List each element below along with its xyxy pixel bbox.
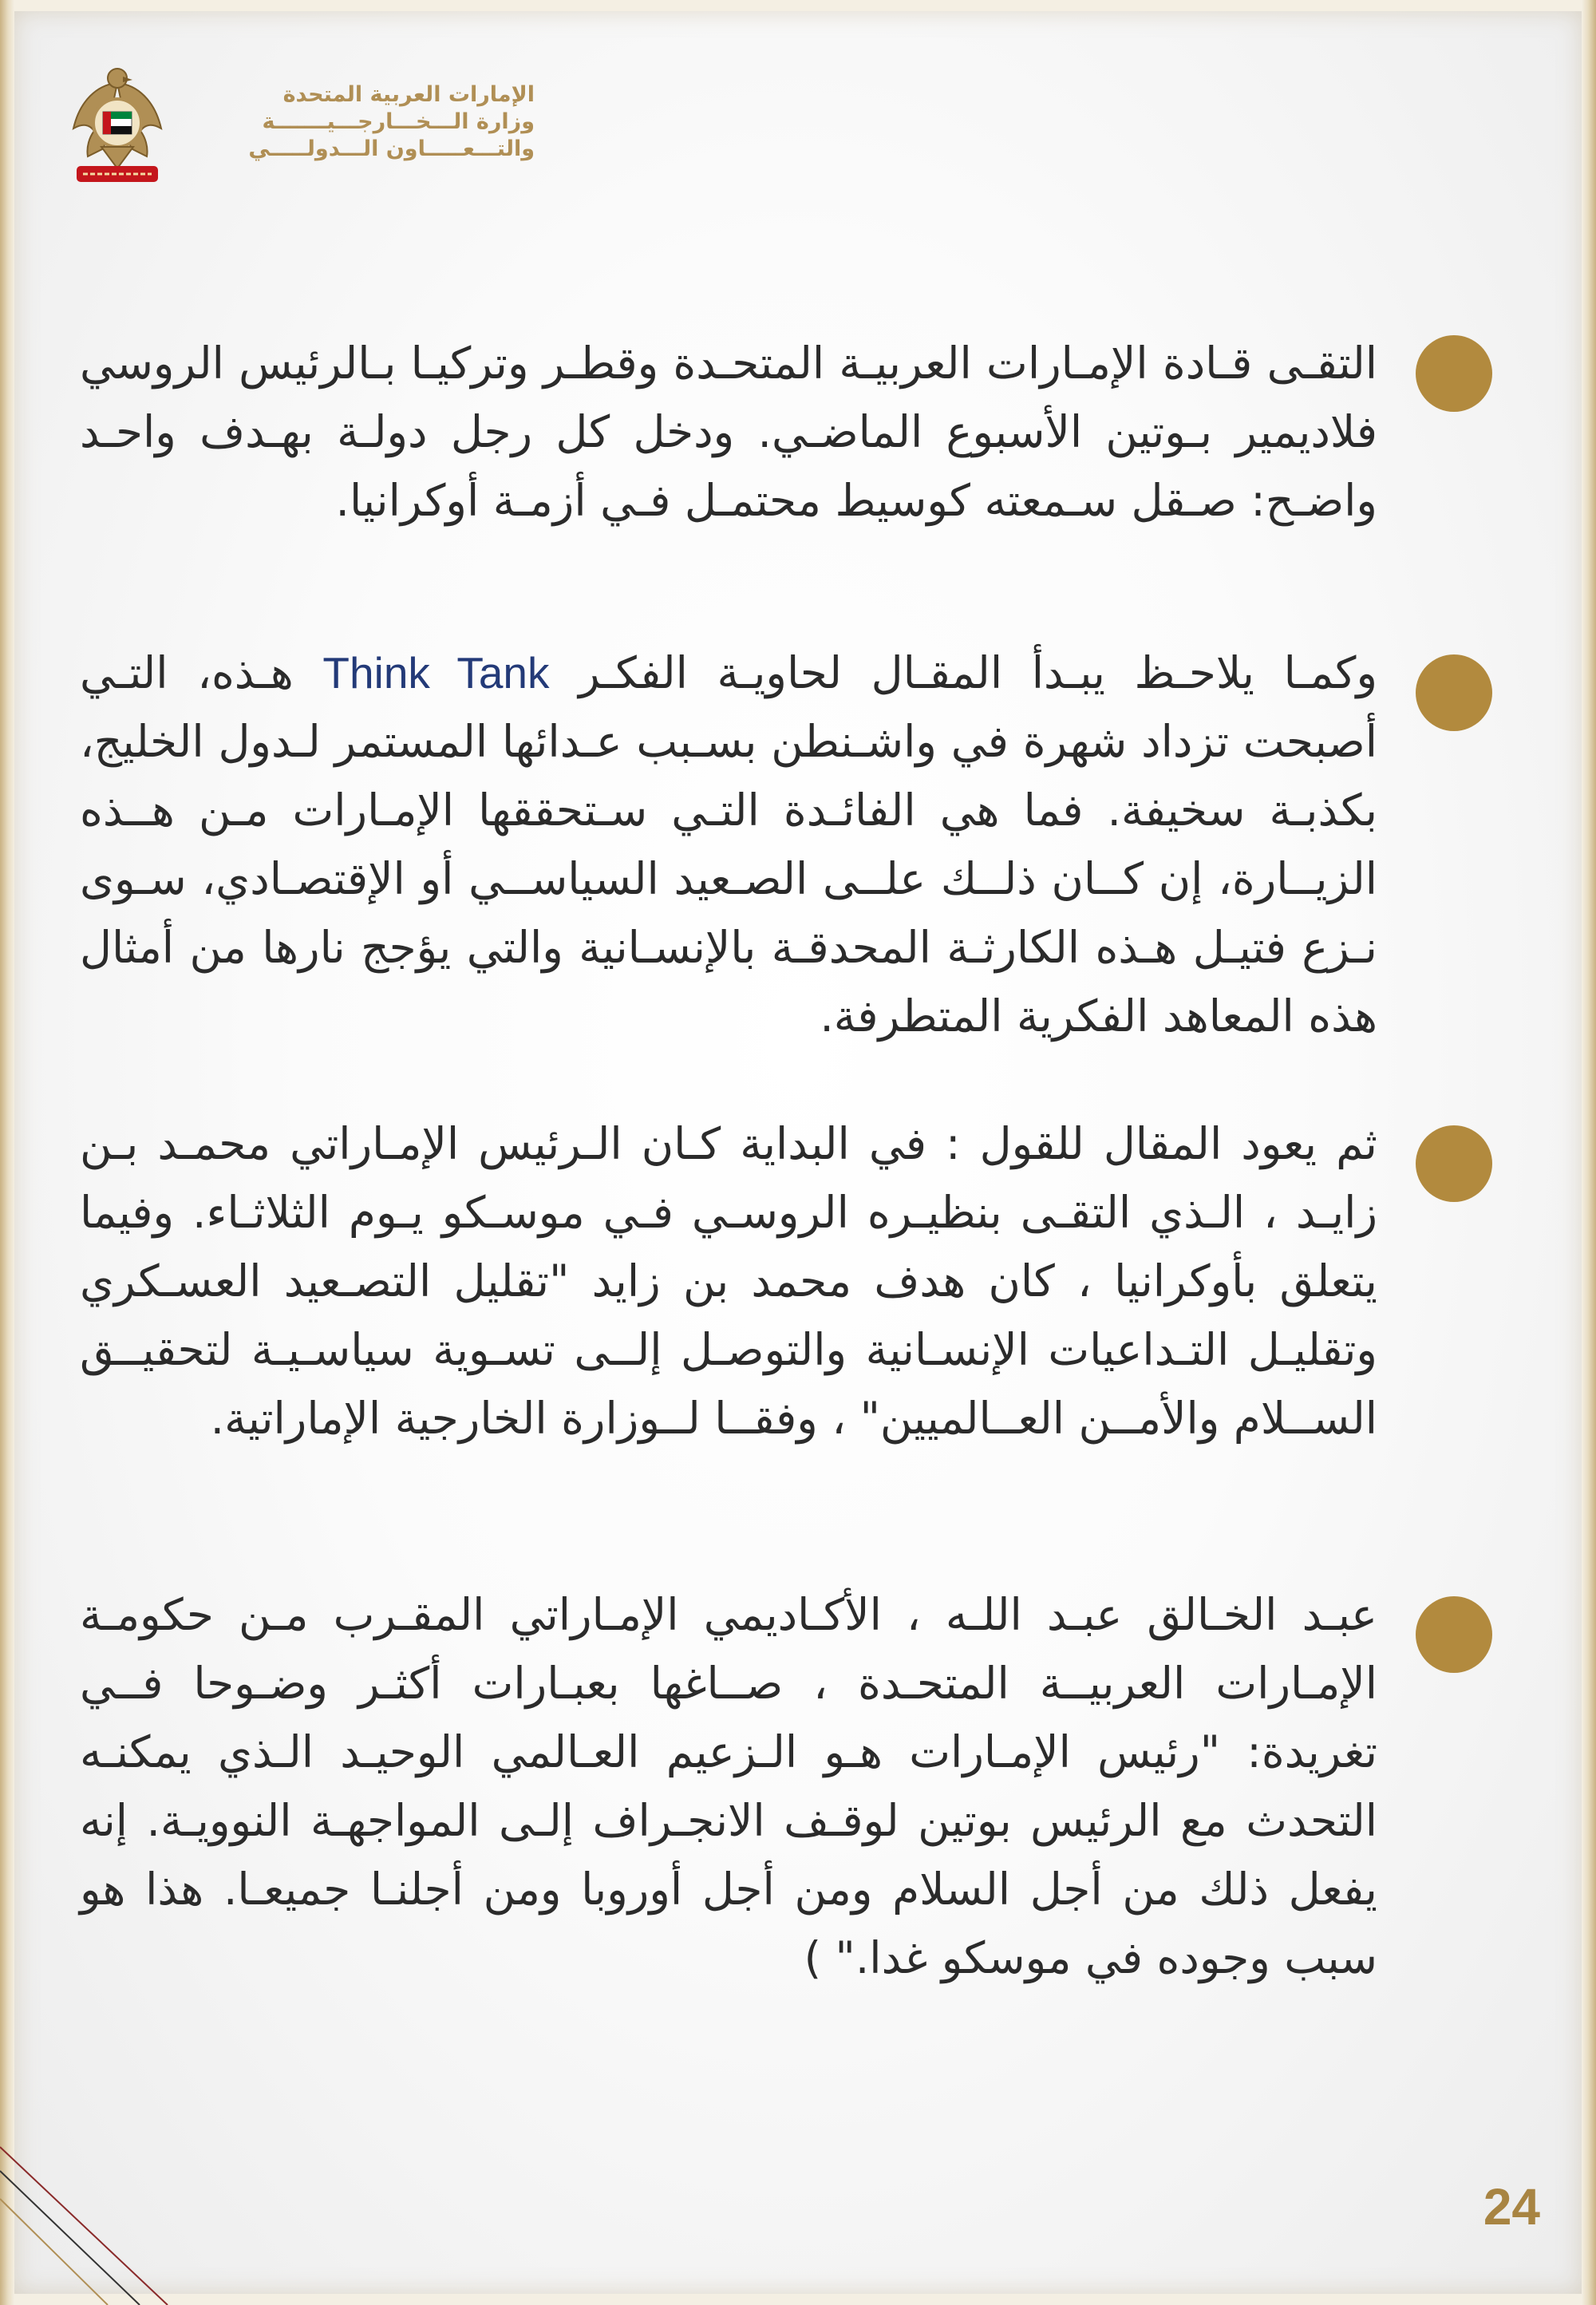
page-number: 24	[1483, 2178, 1540, 2236]
ministry-name	[184, 81, 535, 163]
paragraph-2	[80, 639, 1377, 1050]
paragraph-2-start: وكمـا يلاحـظ يبـدأ المقـال لحاويـة الفكـر	[579, 647, 1378, 698]
ministry-line-3: والتـــعـــــاون الـــدولـــــي	[248, 136, 535, 161]
bullet-dot-icon	[1416, 1596, 1492, 1673]
bullet-dot-icon	[1416, 335, 1492, 412]
ministry-line-2: وزارة الـــخـــارجـــيـــــــة	[262, 109, 535, 134]
paragraph-2-end: هـذه، التـي أصبحت تزداد شهرة في واشـنطن بسـبب عـدائها المستمر لـدول الخليج، بكذبـة سخيفة. فما هي الفائـدة التـي سـتحققها الإمـارات مـن هــذه الزيــارة، إن كــان ذلــك علــى الصـعيد السياســي أو الإقتصـادي، سـوى نـزع فتيـل هـذه الكارثـة المحدقـة بالإنسـانية والتي يؤجج نارها من أمثال هذه المعاهد الفكرية المتطرفة.	[80, 647, 1377, 1042]
corner-decoration	[0, 2139, 207, 2305]
paragraph-1: التقـى قـادة الإمـارات العربيـة المتحـدة وقطـر وتركيـا بـالرئيس الروسي فلاديمير بـوتين الأسبوع الماضـي. ودخل كل رجل دولـة بهـدف واحـد واضـح: صـقل سـمعته كوسيط محتمـل فـي أزمـة أوكرانيا.	[80, 338, 1377, 526]
uae-emblem-icon	[65, 61, 169, 188]
paragraph-3: ثم يعود المقال للقول : في البداية كـان الـرئيس الإمـاراتي محمـد بـن زايـد ، الـذي التقـى بنظيـره الروسـي فـي موسـكو يـوم الثلاثـاء. وفيما يتعلق بأوكرانيا ، كان هدف محمد بن زايد "تقليل التصـعيد العسـكري وتقليـل التـداعيات الإنسـانية والتوصـل إلــى تسـوية سياسـيـة لتحقيــق الســلام والأمــن العــالميين" ، وفقــا لــوزارة الخارجية الإماراتية.	[80, 1118, 1377, 1444]
paragraph-4: عبـد الخـالق عبـد اللـه ، الأكـاديمي الإمـاراتي المقـرب مـن حكومـة الإمـارات العربيــة المتحـدة ، صــاغها بعبـارات أكثـر وضـوحا فــي تغريدة: "رئيس الإمـارات هـو الـزعيم العـالمي الوحيـد الـذي يمكنـه التحدث مع الرئيس بوتين لوقـف الانجـراف إلـى المواجهـة النوويـة. إنه يفعل ذلك من أجل السلام ومن أجل أوروبا ومن أجلنـا جميعـا. هذا هو سبب وجوده في موسكو غدا." )	[80, 1589, 1377, 1983]
ministry-line-1: الإمارات العربية المتحدة	[282, 82, 535, 107]
bullet-dot-icon	[1416, 654, 1492, 731]
bullet-dot-icon	[1416, 1125, 1492, 1202]
ministry-header	[65, 61, 544, 196]
think-tank-term: Think Tank	[322, 648, 550, 698]
